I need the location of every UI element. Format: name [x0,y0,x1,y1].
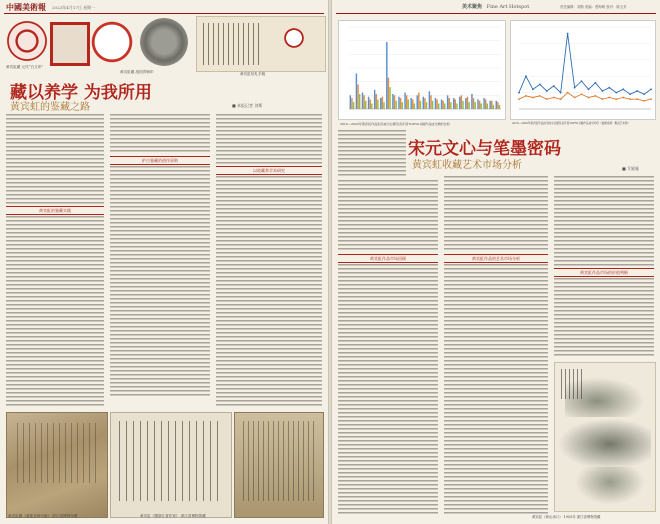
data-point [650,98,652,100]
bar [474,102,475,109]
bar [359,94,360,109]
bar [479,101,480,109]
bar [414,104,415,109]
bar [365,101,366,109]
data-point [636,98,638,100]
article-author-right: ■ 艾妮娅 [622,166,640,171]
section-heading-1: 黄宾虹的鉴藏实践 [6,206,104,215]
data-point [539,84,541,86]
photo-caption-1: 黄宾虹藏 元代“白文印” [6,65,44,69]
bar [468,102,469,109]
column-label-cn: 美术聚焦 [462,4,483,10]
bar [406,95,407,109]
body-text-col-3b [216,176,322,406]
seal-photo-red [6,20,48,62]
data-point [608,97,610,99]
bar [453,98,454,109]
painting-photo-3 [234,412,324,518]
bar [389,87,390,109]
right-page [332,0,660,524]
bar [386,42,387,109]
section-heading-3: 以收藏养学术研究 [216,166,322,175]
painting-caption-2: 黄宾虹《赠浙江省作家》 浙江省博物馆藏 [140,514,206,518]
seal-photo-white [90,20,134,64]
bar [371,104,372,109]
bar-chart-box [338,20,506,120]
bar [382,97,383,109]
bar [383,102,384,109]
bar [456,104,457,109]
bar [423,97,424,109]
bar [351,98,352,109]
data-point [567,33,569,35]
bar [430,95,431,109]
bar [438,104,439,109]
chart-caption-1: 2016—2020年黄宾虹作品拍卖成交总额及各年度TOP50书画作品成交额的比较 [340,122,450,126]
bar [420,101,421,109]
article-title-right: 宋元文心与笔墨密码 [408,139,561,159]
bar [418,93,419,109]
data-point [553,85,555,87]
bar [499,105,500,109]
painting-photo-1 [6,412,108,518]
bar [401,102,402,109]
newspaper-logo: 中國美術報 [6,2,46,12]
data-point [629,93,631,95]
bar [483,98,484,109]
editor-line: 责任编辑：刘斯 美编：贾海明 校对：陈玉芳 [560,5,627,9]
body-text-col-2a [110,114,210,154]
bar [496,101,497,109]
bar [353,102,354,109]
series-line [519,34,651,95]
bar [497,102,498,109]
bar [412,99,413,109]
data-point [588,97,590,99]
photo-caption-3: 黄宾虹信札手稿 [240,72,266,76]
painting-caption-1: 黄宾虹藏《重要各种书画》 浙江省博物馆藏 [8,514,78,518]
bar [400,98,401,109]
body-text-right-col-1b [338,180,438,250]
bar [491,101,492,109]
bar [429,91,430,109]
body-text-right-col-1a [338,130,406,178]
letter-manuscript-photo [196,16,326,72]
bar [363,95,364,109]
bar [465,98,466,109]
data-point [622,97,624,99]
body-text-right-col-2b [444,264,548,514]
bar [493,105,494,109]
bar [377,99,378,109]
bar [481,104,482,109]
bar [350,95,351,109]
bar [356,73,357,109]
bar [459,97,460,109]
bar [424,98,425,109]
data-point [560,98,562,100]
bar-chart [339,21,505,119]
data-point [601,98,603,100]
landscape-caption: 黄宾虹《黄山汤口》 1953年 浙江省博物馆藏 [532,515,601,519]
article-subtitle-right: 黄宾虹收藏艺术市场分析 [412,160,522,171]
body-text-col-1b [6,216,104,406]
bar [376,94,377,109]
line-chart-box [510,20,656,120]
bar [369,99,370,109]
photo-caption-2: 黄宾虹藏 战国青铜印 [120,70,154,74]
bar [489,101,490,109]
bar [467,97,468,109]
bar [477,99,478,109]
data-point [532,97,534,99]
body-text-right-col-2a [444,176,548,250]
bar [450,102,451,109]
body-text-right-col-1c [338,264,438,514]
section-heading-2: 护古鉴藏的创作原则 [110,156,210,165]
bar [441,99,442,109]
seal-photo-bronze [140,18,188,66]
bar [374,90,375,109]
bar [442,101,443,109]
chart-caption-2: 2016—2020年黄宾虹作品拍卖成交总额及各年度TOP50书画作品成交均价（数据来源：雅昌艺术网） [512,122,631,125]
data-point [518,92,520,94]
bar [388,78,389,109]
bar [487,104,488,109]
bar [392,94,393,109]
bar [394,95,395,109]
data-point [595,82,597,84]
bar [357,84,358,109]
article-author: ■ 本报记者 刘斯 [232,103,263,108]
bar [432,101,433,109]
data-point [518,98,520,100]
data-point [553,97,555,99]
body-text-col-2b [110,166,210,396]
data-point [643,93,645,95]
data-point [532,88,534,90]
left-page [0,0,328,524]
data-point [574,97,576,99]
data-point [525,95,527,97]
bar [408,99,409,109]
data-point [622,88,624,90]
bar [471,94,472,109]
bar [447,95,448,109]
seal-photo-red-square [50,22,90,66]
line-chart [511,21,655,119]
article-title: 藏以养学 为我所用 [10,83,152,103]
bar [426,102,427,109]
data-point [574,87,576,89]
body-text-col-1a [6,114,104,204]
data-point [636,90,638,92]
bar [416,95,417,109]
data-point [595,95,597,97]
header-rule-right [336,13,656,14]
data-point [650,88,652,90]
data-point [588,88,590,90]
bar [435,98,436,109]
body-text-right-col-3b [554,278,654,358]
data-point [560,92,562,94]
article-subtitle: 黄宾虹的鉴藏之路 [10,102,90,113]
data-point [629,98,631,100]
data-point [581,93,583,95]
bar [444,104,445,109]
data-point [546,90,548,92]
data-point [608,87,610,89]
bar [380,98,381,109]
data-point [601,90,603,92]
data-point [567,92,569,94]
bar [462,101,463,109]
data-point [546,98,548,100]
data-point [525,75,527,77]
bar [455,99,456,109]
landscape-painting [554,362,656,512]
bar [395,101,396,109]
body-text-col-3a [216,114,322,164]
bar [473,98,474,109]
data-point [615,98,617,100]
bar [362,93,363,109]
section-heading-right-3: 黄宾虹作品市场的价值判断 [554,268,654,277]
issue-date: 2023年4月17日 星期一 [52,5,96,10]
bar [436,99,437,109]
data-point [643,100,645,102]
bar [368,97,369,109]
body-text-right-col-3a [554,176,654,266]
data-point [539,95,541,97]
data-point [615,92,617,94]
bar [410,98,411,109]
bar [449,98,450,109]
data-point [581,80,583,82]
painting-photo-2 [110,412,232,518]
header-rule [4,13,324,14]
section-heading-right-2: 黄宾虹作品的艺术市场分析 [444,254,548,263]
section-heading-right-1: 黄宾虹作品市场回顾 [338,254,438,263]
bar [485,99,486,109]
column-label [462,3,529,10]
column-label-en: Fine Art Hotspot [486,4,530,10]
bar [461,95,462,109]
bar [404,93,405,109]
bar [398,97,399,109]
